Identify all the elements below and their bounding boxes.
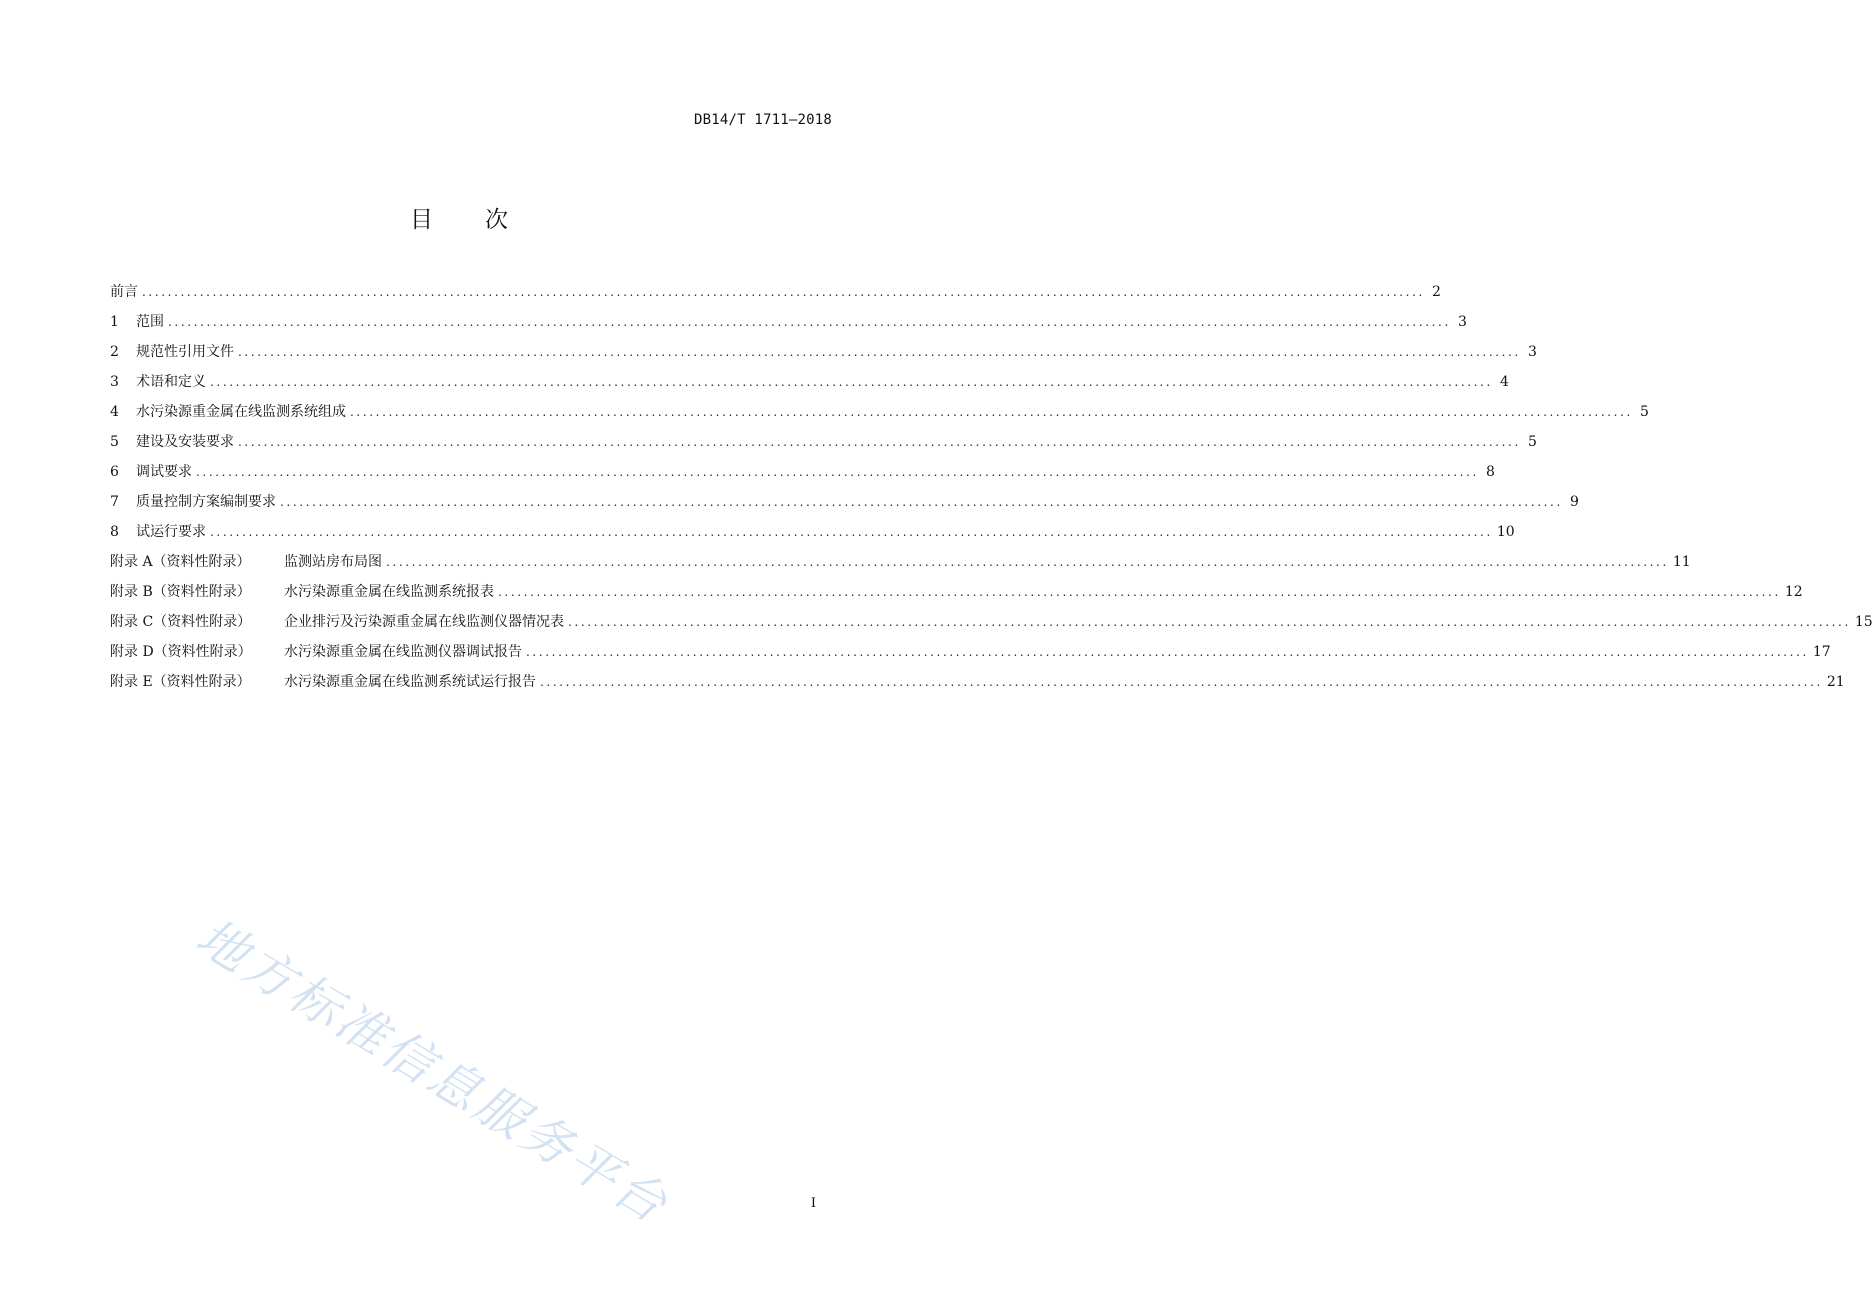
toc-entry-label: 建设及安装要求 xyxy=(136,434,234,450)
toc-entry-page: 3 xyxy=(1457,314,1467,330)
toc-entry[interactable] xyxy=(110,457,1495,487)
toc-entry-appendix-prefix: 附录 C（资料性附录） xyxy=(110,614,252,630)
toc-entry-label: 水污染源重金属在线监测系统组成 xyxy=(136,404,346,420)
toc-leader-dots: ........................................................................................................................................................................................................ xyxy=(386,555,1669,569)
toc-leader-dots: ........................................................................................................................................................................................................ xyxy=(196,465,1479,479)
toc-entry[interactable] xyxy=(110,487,1579,517)
toc-entry[interactable] xyxy=(110,637,1831,667)
toc-entry-number: 3 xyxy=(110,374,119,390)
toc-leader-dots: ........................................................................................................................................................................................................ xyxy=(210,375,1493,389)
standard-code: DB14/T 1711—2018 xyxy=(693,112,832,128)
table-of-contents xyxy=(110,277,1873,697)
toc-entry-label: 水污染源重金属在线监测仪器调试报告 xyxy=(284,644,522,660)
toc-leader-dots: ........................................................................................................................................................................................................ xyxy=(540,675,1823,689)
page-number: I xyxy=(810,1196,816,1211)
toc-entry-label: 术语和定义 xyxy=(136,374,206,390)
toc-entry-label: 监测站房布局图 xyxy=(284,554,382,570)
page-title: 目 次 xyxy=(410,207,510,233)
toc-leader-dots: ........................................................................................................................................................................................................ xyxy=(210,525,1493,539)
toc-entry-label: 范围 xyxy=(136,314,164,330)
toc-entry-page: 5 xyxy=(1639,404,1649,420)
toc-entry-label: 水污染源重金属在线监测系统报表 xyxy=(284,584,494,600)
toc-entry-appendix-prefix: 附录 E（资料性附录） xyxy=(110,674,251,690)
toc-entry-label: 前言 xyxy=(110,284,138,300)
toc-leader-dots: ........................................................................................................................................................................................................ xyxy=(350,405,1633,419)
toc-leader-dots: ........................................................................................................................................................................................................ xyxy=(498,585,1781,599)
toc-entry-page: 9 xyxy=(1569,494,1579,510)
toc-entry[interactable] xyxy=(110,397,1649,427)
toc-leader-dots: ........................................................................................................................................................................................................ xyxy=(168,315,1451,329)
toc-leader-dots: ........................................................................................................................................................................................................ xyxy=(142,285,1425,299)
toc-entry[interactable] xyxy=(110,607,1873,637)
toc-entry[interactable] xyxy=(110,667,1845,697)
toc-entry[interactable] xyxy=(110,307,1467,337)
toc-entry-page: 8 xyxy=(1485,464,1495,480)
toc-entry[interactable] xyxy=(110,577,1803,607)
toc-entry-label: 水污染源重金属在线监测系统试运行报告 xyxy=(284,674,536,690)
toc-entry-label: 试运行要求 xyxy=(136,524,206,540)
toc-entry[interactable] xyxy=(110,277,1441,307)
toc-entry-number: 2 xyxy=(110,344,119,360)
toc-entry-label: 调试要求 xyxy=(136,464,192,480)
toc-leader-dots: ........................................................................................................................................................................................................ xyxy=(526,645,1809,659)
toc-entry-page: 3 xyxy=(1527,344,1537,360)
toc-entry-label: 企业排污及污染源重金属在线监测仪器情况表 xyxy=(284,614,564,630)
toc-entry-page: 5 xyxy=(1527,434,1537,450)
toc-leader-dots: ........................................................................................................................................................................................................ xyxy=(568,615,1851,629)
toc-leader-dots: ........................................................................................................................................................................................................ xyxy=(238,435,1521,449)
toc-entry[interactable] xyxy=(110,427,1537,457)
toc-entry-label: 质量控制方案编制要求 xyxy=(136,494,276,510)
toc-entry[interactable] xyxy=(110,367,1509,397)
toc-entry-appendix-prefix: 附录 A（资料性附录） xyxy=(110,554,251,570)
toc-entry-number: 7 xyxy=(110,494,119,510)
watermark: 地方标准信息服务平台 xyxy=(186,907,680,1236)
toc-entry-number: 8 xyxy=(110,524,119,540)
toc-entry-number: 5 xyxy=(110,434,119,450)
toc-entry-number: 4 xyxy=(110,404,119,420)
toc-entry-page: 17 xyxy=(1812,644,1831,660)
toc-entry-page: 15 xyxy=(1854,614,1873,630)
toc-entry-page: 12 xyxy=(1784,584,1803,600)
toc-entry[interactable] xyxy=(110,337,1537,367)
toc-leader-dots: ........................................................................................................................................................................................................ xyxy=(238,345,1521,359)
toc-entry-appendix-prefix: 附录 D（资料性附录） xyxy=(110,644,252,660)
toc-entry-page: 21 xyxy=(1826,674,1845,690)
toc-entry-page: 4 xyxy=(1499,374,1509,390)
toc-leader-dots: ........................................................................................................................................................................................................ xyxy=(280,495,1563,509)
toc-entry[interactable] xyxy=(110,517,1515,547)
toc-entry[interactable] xyxy=(110,547,1691,577)
toc-entry-number: 6 xyxy=(110,464,119,480)
toc-entry-label: 规范性引用文件 xyxy=(136,344,234,360)
toc-entry-number: 1 xyxy=(110,314,119,330)
toc-entry-appendix-prefix: 附录 B（资料性附录） xyxy=(110,584,251,600)
toc-entry-page: 10 xyxy=(1496,524,1515,540)
toc-entry-page: 11 xyxy=(1672,554,1691,570)
toc-entry-page: 2 xyxy=(1431,284,1441,300)
